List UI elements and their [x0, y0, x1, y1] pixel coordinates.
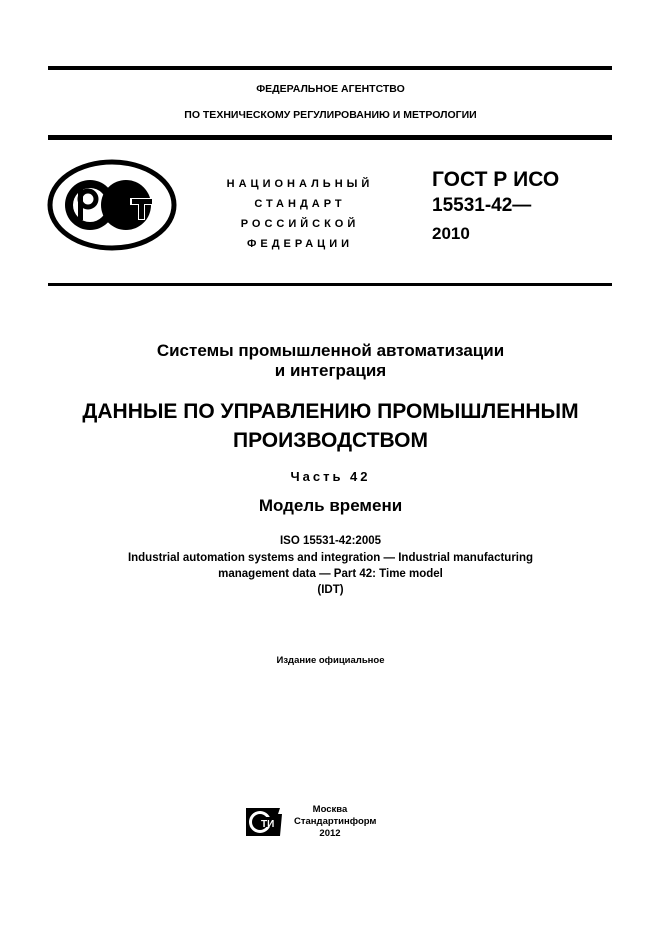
header-rule — [48, 135, 612, 140]
national-standard-label — [205, 174, 395, 254]
publisher-block — [294, 804, 377, 840]
publisher-city: Москва — [312, 804, 348, 815]
agency-line-1: ФЕДЕРАЛЬНОЕ АГЕНТСТВО — [256, 83, 405, 95]
designation-line-3: 2010 — [432, 224, 470, 243]
part-number: Часть 42 — [290, 469, 371, 484]
subtitle-line-1: Системы промышленной автоматизации — [156, 341, 505, 360]
national-line-4: ФЕДЕРАЦИИ — [246, 238, 354, 250]
national-line-1: НАЦИОНАЛЬНЫЙ — [226, 178, 374, 190]
iso-idt: (IDT) — [317, 584, 344, 596]
part-title: Модель времени — [258, 496, 403, 515]
main-title-line-1: ДАННЫЕ ПО УПРАВЛЕНИЮ ПРОМЫШЛЕННЫМ — [82, 400, 579, 423]
edition-label: Издание официальное — [276, 655, 385, 666]
publisher-name: Стандартинформ — [294, 816, 377, 827]
iso-title-line-2: management data — Part 42: Time model — [218, 568, 443, 580]
top-rule — [48, 66, 612, 70]
iso-title-line-1: Industrial automation systems and integration — Industrial manufacturing — [127, 552, 534, 564]
national-line-2: СТАНДАРТ — [254, 198, 346, 210]
standartinform-logo-icon — [244, 806, 284, 838]
gost-logo-icon — [46, 158, 178, 252]
publisher-year: 2012 — [319, 828, 341, 839]
national-line-3: РОССИЙСКОЙ — [240, 218, 360, 230]
designation-line-2: 15531-42— — [432, 195, 532, 216]
section-rule — [48, 283, 612, 286]
svg-text:ТИ: ТИ — [261, 819, 275, 830]
designation-line-1: ГОСТ Р ИСО — [432, 168, 560, 191]
main-title-line-2: ПРОИЗВОДСТВОМ — [232, 429, 428, 452]
subtitle-line-2: и интеграция — [274, 361, 387, 380]
iso-number: ISO 15531-42:2005 — [279, 535, 382, 547]
agency-line-2: ПО ТЕХНИЧЕСКОМУ РЕГУЛИРОВАНИЮ И МЕТРОЛОГИИ — [184, 109, 477, 121]
